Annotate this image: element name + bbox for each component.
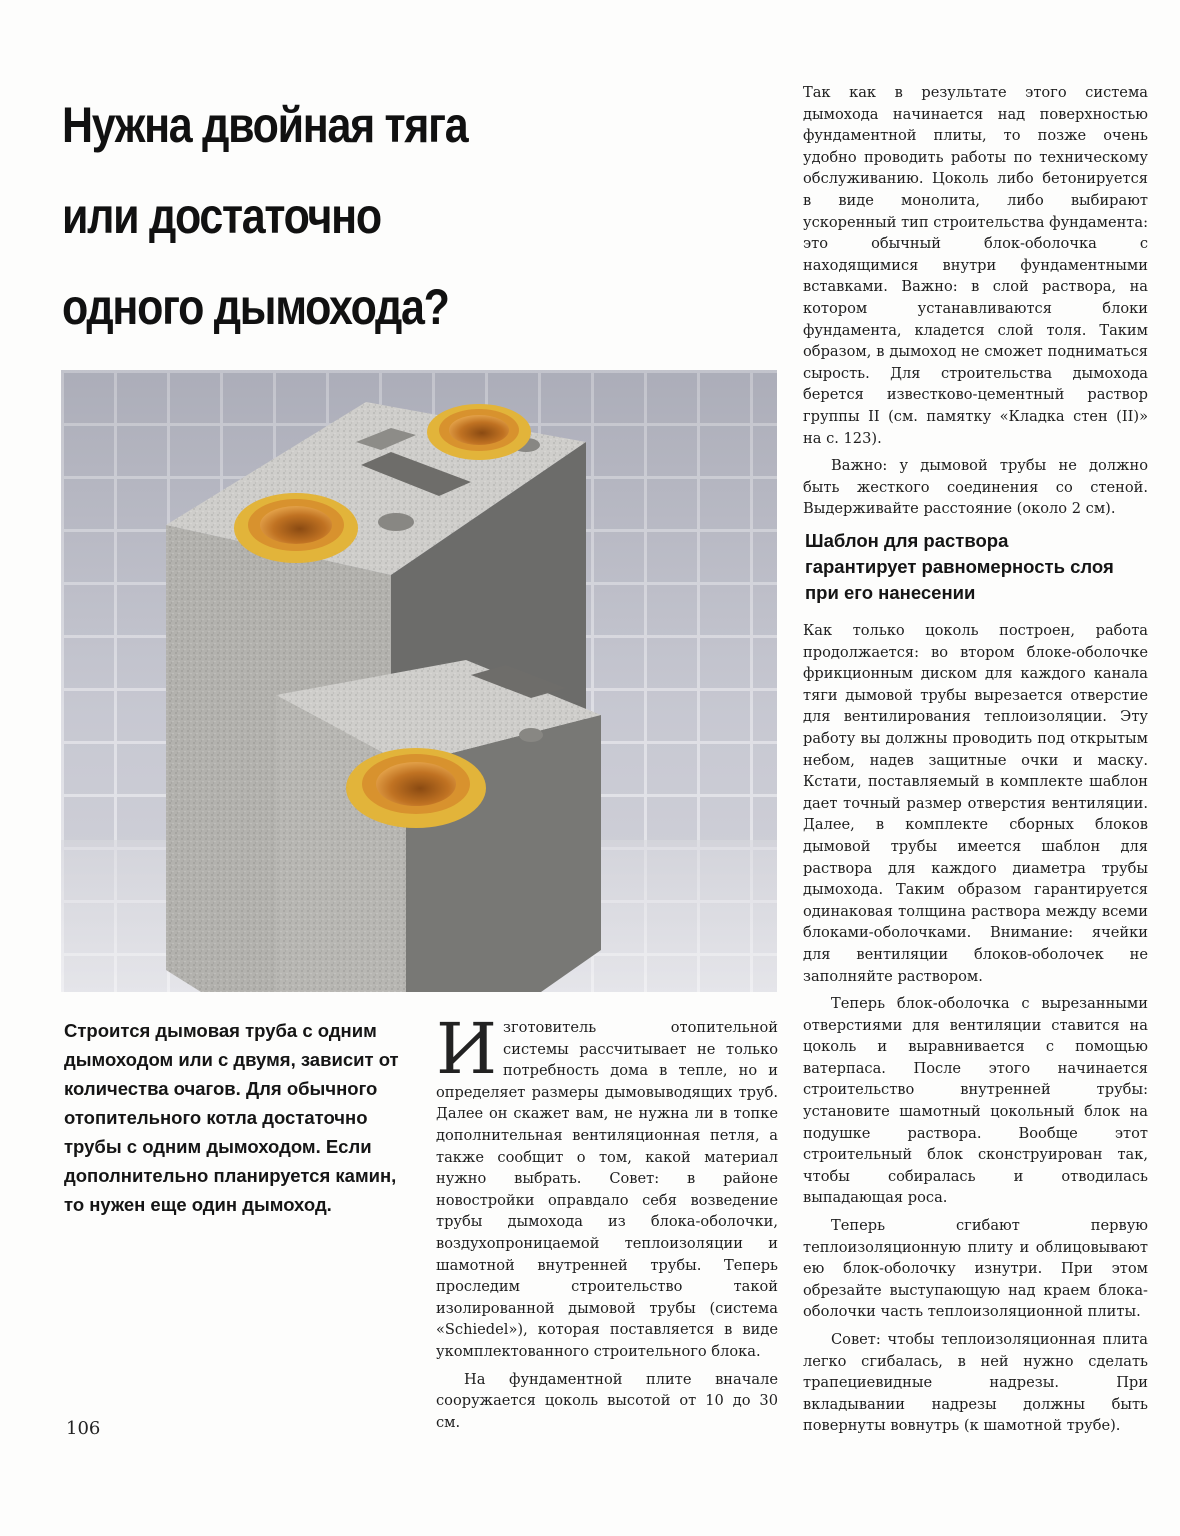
page-number: 106 (66, 1418, 101, 1439)
subheading-line-1: Шаблон для раствора (805, 530, 1009, 551)
middle-column (436, 1008, 778, 1439)
right-top-paragraph-2: Важно: у дымовой трубы не должно быть жесткого соединения со стеной. Выдерживайте расстояние (около 2 см). (803, 457, 1148, 518)
title-line-3: одного дымохода? (62, 279, 449, 335)
middle-paragraph-1 (436, 1008, 778, 1363)
right-bottom-paragraph-2: Теперь блок-оболочка с вырезанными отверстиями для вентиляции ставится на цоколь и выравнивается с помощью ватерпаса. После этого начинается строительство внутренней трубы: установите шамотный цокольный блок на подушке раствора. Вообще этот строительный блок сконструирован так, чтобы собиралась и отводилась выпадающая роса. (803, 995, 1148, 1207)
right-bottom-paragraph-3: Теперь сгибают первую теплоизоляционную плиту и облицовывают ею блок-оболочку изнутри. При этом обрезайте выступающую над краем блока-оболочки часть теплоизоляционной плиты. (803, 1217, 1148, 1321)
subheading-line-3: при его нанесении (805, 582, 976, 603)
page-title (62, 80, 466, 353)
title-line-1: Нужна двойная тяга (62, 97, 468, 153)
photo-caption: Строится дымовая труба с одним дымоходом или с двумя, зависит от количества очагов. Для обычного отопительного котла достаточно трубы с одним дымоходом. Если дополнительно планируется камин, то нужен еще один дымоход. (64, 1020, 399, 1215)
right-bottom-paragraph-4: Совет: чтобы теплоизоляционная плита легко сгибалась, в ней нужно сделать трапециевидные надрезы. При вкладывании надрезы должны быть повернуты вовнутрь (к шамотной трубе). (803, 1331, 1148, 1435)
section-subheading (805, 528, 1150, 606)
middle-paragraph-1-text: зготовитель отопительной системы рассчитывает не только потребность дома в тепле, но и определяет размеры дымовыводящих труб. Далее он скажет вам, не нужна ли в топке дополнительная вентиляционная петля, а также сообщит о том, какой материал нужно выбрать. Совет: в районе новостройки оправдало себя возведение трубы дымохода из блока-оболочки, воздухопроницаемой теплоизоляции и шамотной внутренней трубы. Теперь проследим строительство такой изолированной дымовой трубы (система «Schiedel»), которая поставляется в виде укомплектованного строительного блока. (436, 1019, 778, 1360)
short-chimney-block (276, 660, 601, 992)
subheading-line-2: гарантирует равномерность слоя (805, 556, 1114, 577)
right-column-bottom (803, 620, 1148, 1443)
drop-cap: И (436, 1008, 498, 1090)
right-top-paragraph-1: Так как в результате этого система дымохода начинается над поверхностью фундаментной плиты, то позже очень удобно проводить работы по техническому обслуживанию. Цоколь либо бетонируется в виде монолита, либо выбирают ускоренный тип строительства фундамента: это обычный блок-оболочка с находящимися внутри фундаментными вставками. Важно: в слой раствора, на котором устанавливаются блоки фундамента, кладется слой толя. Таким образом, в дымоход не сможет подниматься сырость. Для строительства дымохода берется известково-цементный раствор группы II (см. памятку «Кладка стен (II)» на с. 123). (803, 84, 1148, 447)
chimney-blocks-photo (61, 370, 777, 992)
right-column-top (803, 82, 1148, 526)
right-bottom-paragraph-1: Как только цоколь построен, работа продолжается: во втором блоке-оболочке фрикционным диском для каждого канала тяги дымовой трубы вырезается отверстие для вентилирования теплоизоляции. Эту работу вы должны проводить под открытым небом, надев защитные очки и маску. Кстати, поставляемый в комплекте шаблон дает точный размер отверстия вентиляции. Далее, в комплекте сборных блоков дымовой трубы имеется шаблон для раствора для каждого диаметра трубы дымохода. Таким образом гарантируется одинаковая толщина раствора между всеми блоками-оболочками. Внимание: ячейки для вентиляции блоков-оболочек не заполняйте раствором. (803, 622, 1148, 985)
title-line-2: или достаточно (62, 188, 381, 244)
middle-paragraph-2: На фундаментной плите вначале сооружается цоколь высотой от 10 до 30 см. (436, 1370, 778, 1431)
